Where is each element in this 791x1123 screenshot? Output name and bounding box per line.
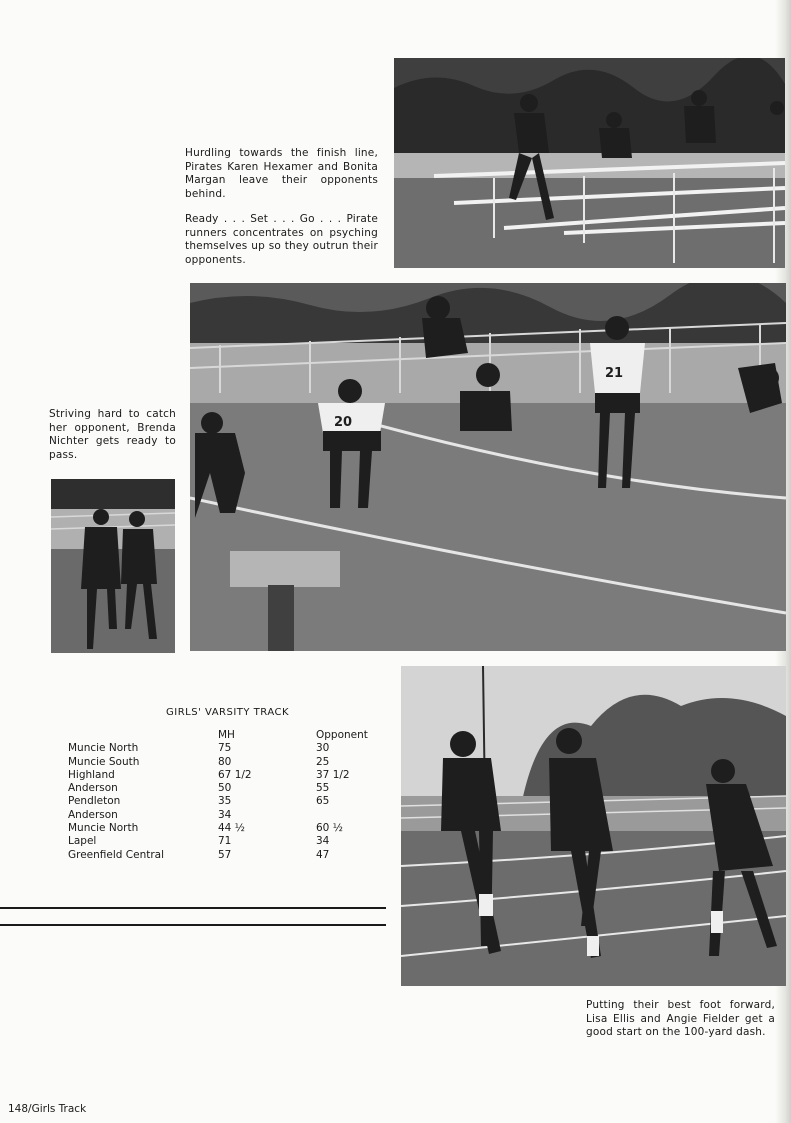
caption-hurdling-text: Hurdling towards the finish line, Pirates Karen Hexamer and Bonita Margan leave their opponents behind. <box>185 147 378 200</box>
table-cell-opponent <box>316 809 396 822</box>
table-cell-mh: 50 <box>218 782 232 795</box>
table-cell-opponent: 55 <box>316 782 330 795</box>
table-header-opponent: Opponent <box>316 729 368 741</box>
photo-sprint-start <box>190 283 786 651</box>
table-cell-school: Muncie North <box>68 822 139 835</box>
table-cell-mh: 34 <box>218 808 232 821</box>
table-row <box>68 769 396 782</box>
table-cell-school: Anderson <box>68 808 118 821</box>
track-results-table <box>68 729 396 862</box>
table-row <box>68 822 396 835</box>
caption-striving <box>49 408 176 474</box>
table-cell-school: Pendleton <box>68 795 121 808</box>
table-cell-school: Muncie South <box>68 755 140 768</box>
table-cell-opponent: 37 1/2 <box>316 768 350 781</box>
table-cell-opponent: 34 <box>316 835 330 848</box>
table-cell-school: Highland <box>68 768 115 781</box>
caption-putting-text: Putting their best foot forward, Lisa Ellis and Angie Fielder get a good start on the 100-yard dash. <box>586 999 775 1038</box>
table-cell-opponent: 65 <box>316 795 330 808</box>
photo-two-runners <box>51 479 175 653</box>
table-row <box>68 795 396 808</box>
table-cell-school: Lapel <box>68 835 97 848</box>
photo-100-yard-dash <box>401 666 786 986</box>
table-row <box>68 835 396 848</box>
table-cell-mh: 67 1/2 <box>218 768 252 781</box>
table-row <box>68 809 396 822</box>
table-cell-opponent: 30 <box>316 742 330 755</box>
table-cell-mh: 35 <box>218 795 232 808</box>
table-row <box>68 742 396 755</box>
caption-hurdling <box>185 147 378 279</box>
caption-putting <box>586 999 775 1052</box>
table-row <box>68 782 396 795</box>
table-cell-opponent: 60 ½ <box>316 822 343 835</box>
caption-striving-text: Striving hard to catch her opponent, Brenda Nichter gets ready to pass. <box>49 408 176 461</box>
table-cell-mh: 57 <box>218 848 232 861</box>
divider-rule-top <box>0 907 386 909</box>
table-header-mh: MH <box>218 729 235 741</box>
table-cell-school: Anderson <box>68 782 118 795</box>
track-table-title: GIRLS' VARSITY TRACK <box>166 707 290 718</box>
caption-ready-text: Ready . . . Set . . . Go . . . Pirate runners concentrates on psyching themselves up so they outrun their opponents. <box>185 213 378 266</box>
photo-hurdlers <box>394 58 785 268</box>
table-cell-mh: 71 <box>218 835 232 848</box>
table-row <box>68 849 396 862</box>
table-row <box>68 756 396 769</box>
table-cell-mh: 44 ½ <box>218 822 245 835</box>
divider-rule-bottom <box>0 924 386 926</box>
table-header-row <box>68 729 396 742</box>
table-cell-opponent: 47 <box>316 848 330 861</box>
table-cell-school: Muncie North <box>68 742 139 755</box>
jersey-number-21: 21 <box>605 366 624 381</box>
table-cell-school: Greenfield Central <box>68 848 165 861</box>
jersey-number-20: 20 <box>334 415 353 430</box>
page-folio: 148/Girls Track <box>8 1103 87 1115</box>
table-cell-opponent: 25 <box>316 755 330 768</box>
table-cell-mh: 75 <box>218 742 232 755</box>
table-header-school <box>68 729 218 742</box>
table-cell-mh: 80 <box>218 755 232 768</box>
